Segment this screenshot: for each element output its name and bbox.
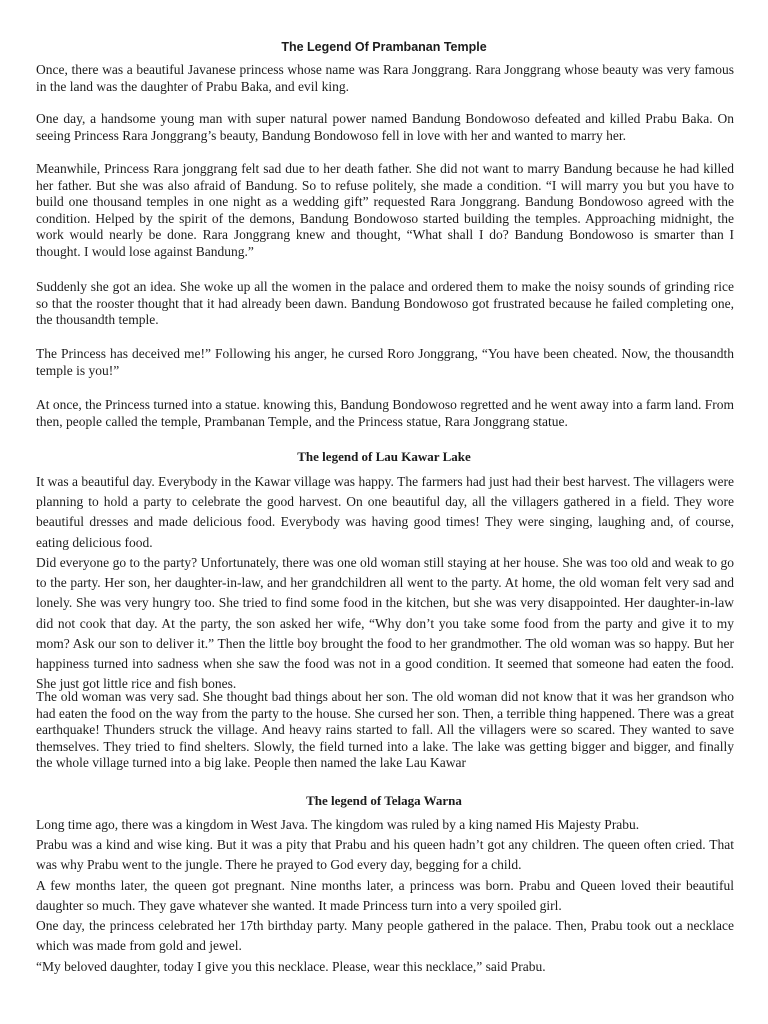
prambanan-paragraph-1: Once, there was a beautiful Javanese princess whose name was Rara Jonggrang. Rara Jonggrang whose beauty was very famous in the land was the daughter of Prabu Baka, and evil king. [36,62,734,94]
prambanan-paragraph-6: At once, the Princess turned into a statue. knowing this, Bandung Bondowoso regretted and he went away into a farm land. From then, people called the temple, Prambanan Temple, and the Princess statue, Rara Jonggrang statue. [36,397,734,429]
lau-kawar-paragraph-2: Did everyone go to the party? Unfortunately, there was one old woman still staying at her house. She was too old and weak to go to the party. Her son, her daughter-in-law, and her grandchildren all went to the party. At home, the old woman felt very sad and lonely. She was very hungry too. She tried to find some food in the kitchen, but she was very disappointed. Her daughter-in-law did not cook that day. At the party, the son asked her wife, “Why don’t you take some food from the party and give it to my mom? Ask our son to deliver it.” Then the little boy brought the food to her grandmother. The old woman was so happy. But her happiness turned into sadness when she saw the food was not in a good condition. It seemed that someone had eaten the food. She just got little rice and fish bones. [36,555,734,692]
telaga-warna-paragraph-1: Long time ago, there was a kingdom in West Java. The kingdom was ruled by a king named His Majesty Prabu. [36,817,640,832]
prambanan-paragraph-5: The Princess has deceived me!” Following his anger, he cursed Roro Jonggrang, “You have been cheated. Now, the thousandth temple is you!” [36,346,734,378]
telaga-warna-paragraph-3: A few months later, the queen got pregnant. Nine months later, a princess was born. Prabu and Queen loved their beautiful daughter so much. They gave whatever she wanted. It made Princess turn into a very spoiled girl. [36,878,734,914]
prambanan-title: The Legend Of Prambanan Temple [281,40,487,54]
prambanan-paragraph-2: One day, a handsome young man with super natural power named Bandung Bondowoso defeated and killed Prabu Baka. On seeing Princess Rara Jonggrang’s beauty, Bandung Bondowoso fell in love with her and wanted to marry her. [36,111,734,143]
telaga-warna-title: The legend of Telaga Warna [306,793,462,808]
telaga-warna-paragraph-4: One day, the princess celebrated her 17th birthday party. Many people gathered in the palace. Then, Prabu took out a necklace which was made from gold and jewel. [36,918,734,954]
lau-kawar-paragraph-1: It was a beautiful day. Everybody in the Kawar village was happy. The farmers had just had their best harvest. The villagers were planning to hold a party to celebrate the good harvest. On one beautiful day, all the villagers gathered in a field. They wore beautiful dresses and made delicious food. Everybody was having good times! They were singing, laughing and, of course, eating delicious food. [36,474,734,550]
telaga-warna-paragraph-2: Prabu was a kind and wise king. But it was a pity that Prabu and his queen hadn’t got any children. The queen often cried. That was why Prabu went to the jungle. There he prayed to God every day, begging for a child. [36,837,734,873]
lau-kawar-paragraph-3: The old woman was very sad. She thought bad things about her son. The old woman did not know that it was her grandson who had eaten the food on the way from the party to the house. She cursed her son. Then, a terrible thing happened. There was a great earthquake! Thunders struck the village. And heavy rains started to fall. All the villagers were so scared. They wanted to save themselves. They tried to find shelters. Slowly, the field turned into a lake. The lake was getting bigger and bigger, and finally the whole village turned into a big lake. People then named the lake Lau Kawar [36,689,734,771]
prambanan-paragraph-4: Suddenly she got an idea. She woke up all the women in the palace and ordered them to make the noisy sounds of grinding rice so that the rooster thought that it had already been dawn. Bandung Bondowoso got frustrated because he failed completing one, the thousandth temple. [36,279,734,328]
prambanan-paragraph-3: Meanwhile, Princess Rara jonggrang felt sad due to her death father. She did not want to marry Bandung because he had killed her father. But she was also afraid of Bandung. So to refuse politely, she made a condition. “I will marry you but you have to build one thousand temples in one night as a wedding gift” requested Rara Jonggrang. Bandung Bondowoso agreed with the condition. Helped by the spirit of the demons, Bandung Bondowoso started building the temples. Approaching midnight, the work would nearly be done. Rara Jonggrang knew and thought, “What shall I do? Bandung Bondowoso is smarter than I thought. I would lose against Bandung.” [36,161,734,259]
telaga-warna-paragraph-5: “My beloved daughter, today I give you this necklace. Please, wear this necklace,” said Prabu. [36,959,546,974]
lau-kawar-title: The legend of Lau Kawar Lake [297,449,471,464]
